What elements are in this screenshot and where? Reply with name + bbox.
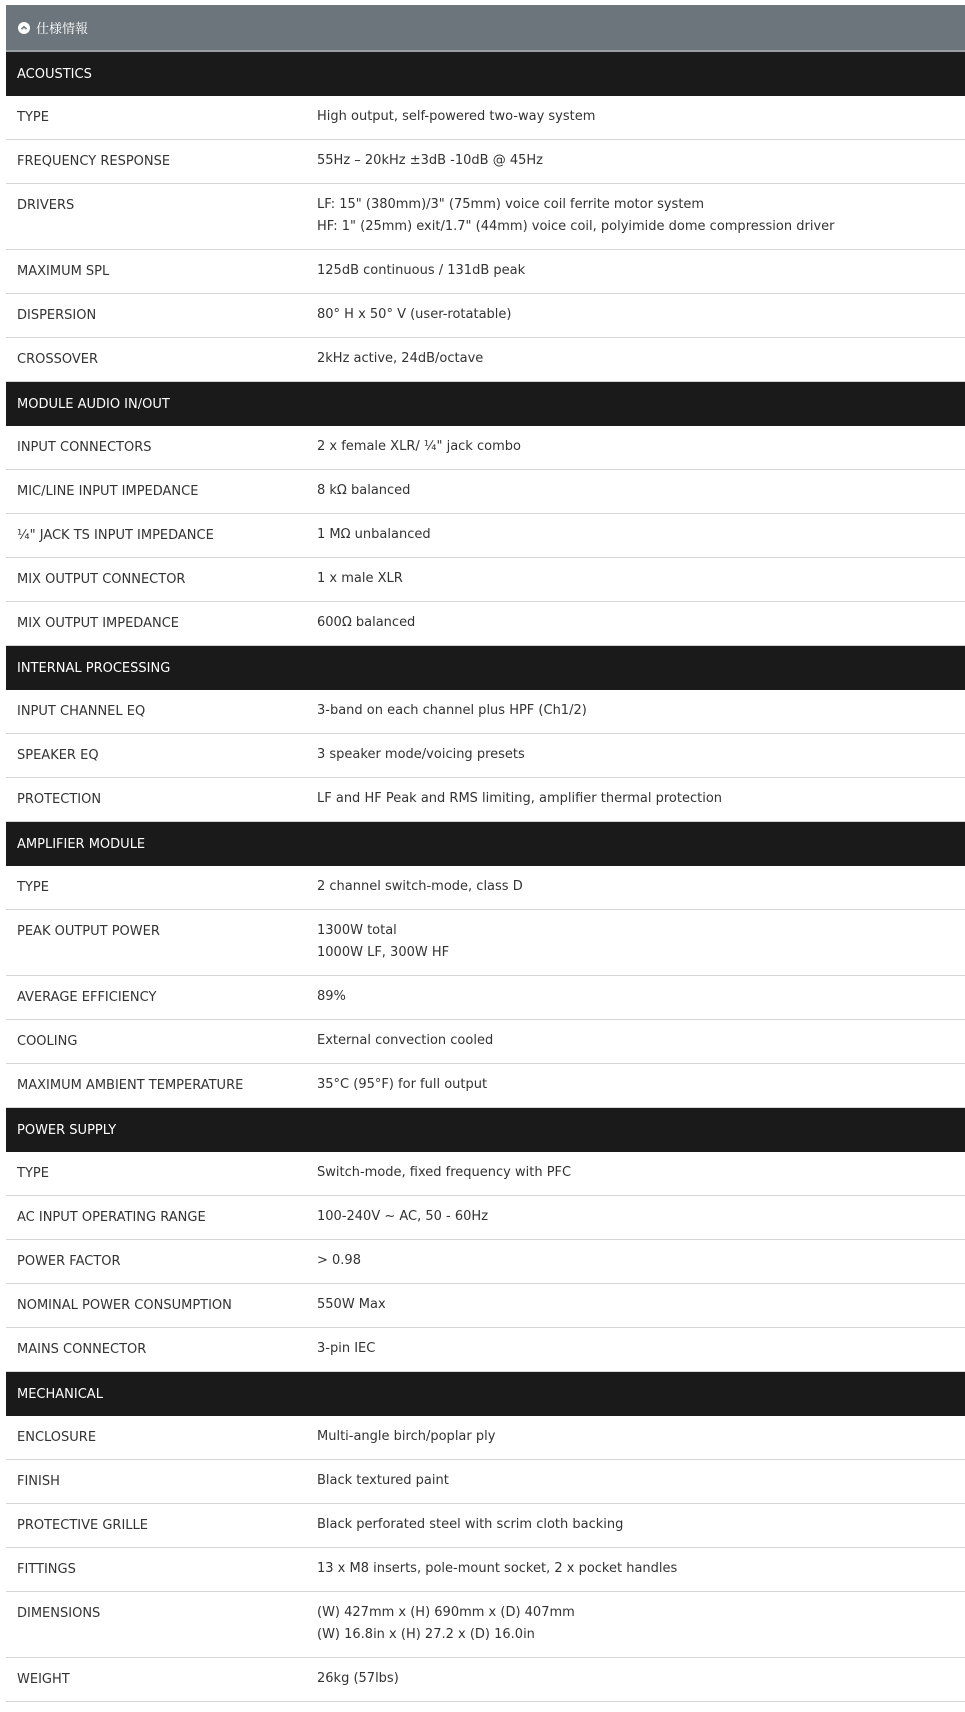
spec-value-line: (W) 16.8in x (H) 27.2 x (D) 16.0in (317, 1627, 535, 1642)
spec-value-line: High output, self-powered two-way system (317, 109, 596, 124)
spec-value (317, 1016, 965, 1052)
spec-value (317, 1412, 965, 1448)
spec-value-line: (W) 427mm x (H) 690mm x (D) 407mm (317, 1605, 575, 1620)
spec-value-line: 80° H x 50° V (user-rotatable) (317, 307, 512, 322)
spec-value (317, 1324, 965, 1360)
spec-row (6, 910, 965, 976)
spec-value (317, 1654, 965, 1690)
spec-row (6, 470, 965, 514)
spec-label: FREQUENCY RESPONSE (17, 154, 171, 169)
spec-value-line: 2 x female XLR/ ¼" jack combo (317, 439, 521, 454)
spec-row (6, 778, 965, 822)
spec-value-line: 3 speaker mode/voicing presets (317, 747, 525, 762)
spec-value (317, 422, 965, 458)
spec-value (317, 92, 965, 128)
spec-value-line: Black perforated steel with scrim cloth backing (317, 1517, 624, 1532)
spec-row (6, 976, 965, 1020)
spec-label: ENCLOSURE (17, 1430, 97, 1445)
spec-value (317, 334, 965, 370)
spec-value (317, 180, 965, 238)
spec-value (317, 1544, 965, 1580)
spec-row (6, 1416, 965, 1460)
spec-value (317, 730, 965, 766)
spec-label: PEAK OUTPUT POWER (17, 924, 160, 939)
spec-label: DRIVERS (17, 198, 75, 213)
spec-row (6, 338, 965, 382)
spec-label: AC INPUT OPERATING RANGE (17, 1210, 206, 1225)
spec-row (6, 734, 965, 778)
spec-row (6, 1064, 965, 1108)
spec-value (317, 290, 965, 326)
spec-value (317, 1060, 965, 1096)
spec-label: FITTINGS (17, 1562, 76, 1577)
spec-label: TYPE (17, 1166, 49, 1181)
spec-row (6, 426, 965, 470)
spec-value (317, 774, 965, 810)
spec-label: DISPERSION (17, 308, 97, 323)
spec-value-line: 100-240V ~ AC, 50 - 60Hz (317, 1209, 489, 1224)
spec-row (6, 1658, 965, 1702)
spec-value-line: Switch-mode, fixed frequency with PFC (317, 1165, 572, 1180)
spec-table (6, 52, 965, 1702)
spec-row (6, 602, 965, 646)
spec-row (6, 1020, 965, 1064)
spec-value-line: 89% (317, 989, 346, 1004)
spec-value (317, 1280, 965, 1316)
spec-row (6, 1504, 965, 1548)
spec-row (6, 558, 965, 602)
spec-value-line: 1300W total (317, 923, 397, 938)
section-header: MODULE AUDIO IN/OUT (6, 382, 965, 426)
spec-value-line: 2kHz active, 24dB/octave (317, 351, 484, 366)
spec-label: MAINS CONNECTOR (17, 1342, 147, 1357)
spec-value (317, 1500, 965, 1536)
spec-value-line: 1 x male XLR (317, 571, 403, 586)
spec-label: FINISH (17, 1474, 60, 1489)
spec-value-line: 600Ω balanced (317, 615, 416, 630)
spec-row (6, 1460, 965, 1504)
spec-value-line: > 0.98 (317, 1253, 361, 1268)
spec-panel-toggle[interactable] (6, 5, 965, 52)
spec-row (6, 1152, 965, 1196)
panel-title: 仕様情報 (36, 22, 89, 37)
spec-row (6, 1548, 965, 1592)
spec-label: DIMENSIONS (17, 1606, 101, 1621)
spec-label: SPEAKER EQ (17, 748, 99, 763)
spec-value-line: HF: 1" (25mm) exit/1.7" (44mm) voice coil, polyimide dome compression driver (317, 219, 835, 234)
spec-label: MIX OUTPUT CONNECTOR (17, 572, 186, 587)
spec-row (6, 1328, 965, 1372)
spec-value-line: 8 kΩ balanced (317, 483, 411, 498)
spec-label: INPUT CHANNEL EQ (17, 704, 146, 719)
spec-value (317, 466, 965, 502)
spec-value (317, 862, 965, 898)
spec-row (6, 96, 965, 140)
spec-label: AVERAGE EFFICIENCY (17, 990, 157, 1005)
spec-value-line: Black textured paint (317, 1473, 449, 1488)
spec-label: TYPE (17, 880, 49, 895)
spec-label: MIC/LINE INPUT IMPEDANCE (17, 484, 199, 499)
spec-value-line: 55Hz – 20kHz ±3dB -10dB @ 45Hz (317, 153, 543, 168)
spec-row (6, 866, 965, 910)
spec-label: PROTECTIVE GRILLE (17, 1518, 148, 1533)
spec-value (317, 1588, 965, 1646)
section-header: MECHANICAL (6, 1372, 965, 1416)
spec-value-line: 550W Max (317, 1297, 386, 1312)
spec-value (317, 510, 965, 546)
spec-value-line: 35°C (95°F) for full output (317, 1077, 488, 1092)
section-header: AMPLIFIER MODULE (6, 822, 965, 866)
spec-value-line: 26kg (57lbs) (317, 1671, 399, 1686)
spec-value-line: LF and HF Peak and RMS limiting, amplifier thermal protection (317, 791, 723, 806)
spec-row (6, 1284, 965, 1328)
spec-row (6, 1196, 965, 1240)
spec-label: WEIGHT (17, 1672, 70, 1687)
chevron-up-circle-icon (18, 22, 30, 34)
spec-value (317, 1456, 965, 1492)
spec-row (6, 294, 965, 338)
spec-value (317, 1192, 965, 1228)
spec-row (6, 250, 965, 294)
section-header: POWER SUPPLY (6, 1108, 965, 1152)
spec-value-line: 1 MΩ unbalanced (317, 527, 431, 542)
spec-row (6, 1240, 965, 1284)
spec-value-line: External convection cooled (317, 1033, 494, 1048)
spec-value-line: 2 channel switch-mode, class D (317, 879, 523, 894)
section-header: INTERNAL PROCESSING (6, 646, 965, 690)
spec-value (317, 1148, 965, 1184)
spec-value-line: LF: 15" (380mm)/3" (75mm) voice coil ferrite motor system (317, 197, 705, 212)
spec-value-line: 1000W LF, 300W HF (317, 945, 450, 960)
spec-value (317, 972, 965, 1008)
spec-value (317, 246, 965, 282)
spec-row (6, 1592, 965, 1658)
spec-label: NOMINAL POWER CONSUMPTION (17, 1298, 232, 1313)
spec-row (6, 514, 965, 558)
spec-label: POWER FACTOR (17, 1254, 121, 1269)
spec-row (6, 140, 965, 184)
spec-value-line: Multi-angle birch/poplar ply (317, 1429, 496, 1444)
spec-value-line: 125dB continuous / 131dB peak (317, 263, 526, 278)
spec-value-line: 13 x M8 inserts, pole-mount socket, 2 x pocket handles (317, 1561, 678, 1576)
spec-label: MAXIMUM SPL (17, 264, 110, 279)
spec-value (317, 1236, 965, 1272)
spec-label: ¼" JACK TS INPUT IMPEDANCE (17, 528, 214, 543)
spec-value-line: 3-pin IEC (317, 1341, 376, 1356)
spec-label: MIX OUTPUT IMPEDANCE (17, 616, 179, 631)
section-header: ACOUSTICS (6, 52, 965, 96)
spec-value (317, 686, 965, 722)
spec-label: COOLING (17, 1034, 78, 1049)
spec-value (317, 598, 965, 634)
spec-label: MAXIMUM AMBIENT TEMPERATURE (17, 1078, 244, 1093)
spec-label: TYPE (17, 110, 49, 125)
spec-value (317, 136, 965, 172)
spec-panel (6, 5, 965, 1702)
spec-value (317, 554, 965, 590)
spec-row (6, 690, 965, 734)
spec-row (6, 184, 965, 250)
spec-label: CROSSOVER (17, 352, 98, 367)
spec-label: INPUT CONNECTORS (17, 440, 152, 455)
spec-value-line: 3-band on each channel plus HPF (Ch1/2) (317, 703, 587, 718)
spec-label: PROTECTION (17, 792, 102, 807)
spec-value (317, 906, 965, 964)
